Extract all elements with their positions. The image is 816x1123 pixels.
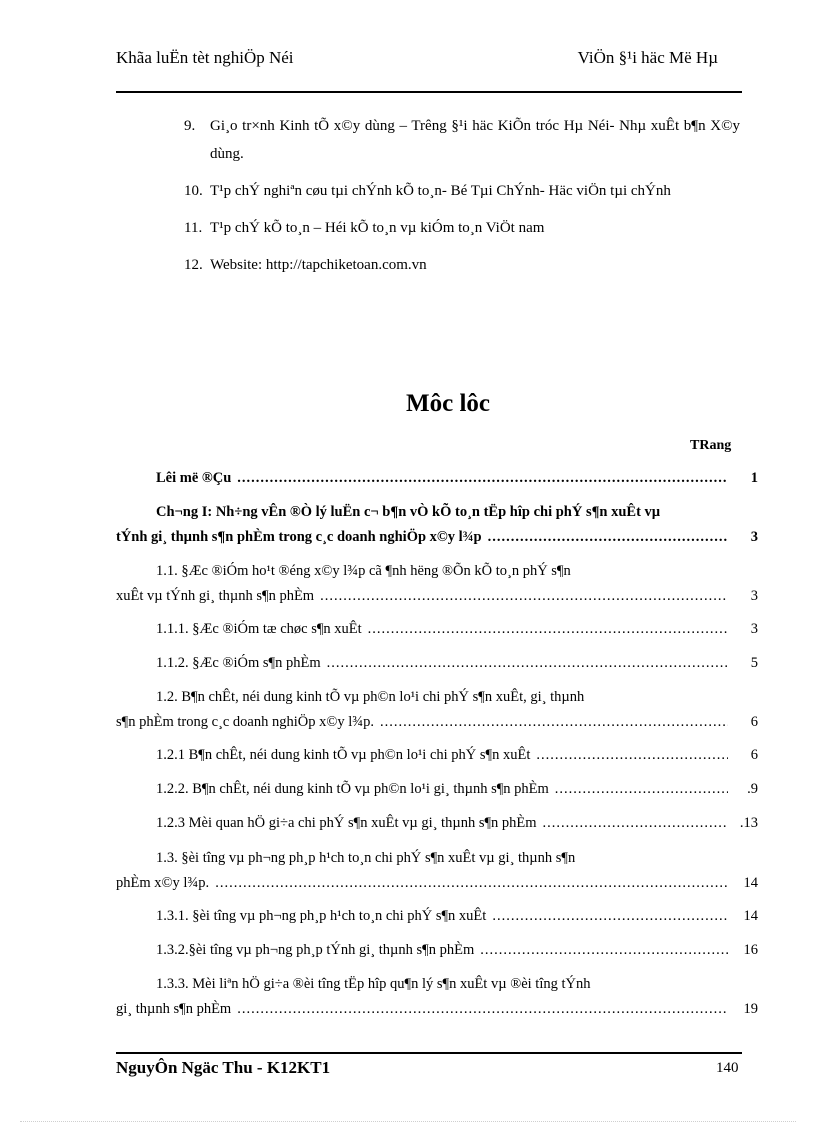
toc-entry [116, 743, 758, 768]
toc-entry [116, 685, 758, 735]
toc-entry-text: 1.1. §Æc ®iÓm ho¹t ®éng x©y l¾p cã ¶nh hëng ®Õn kÕ to¸n phÝ s¶n [156, 563, 571, 579]
reference-number: 12. [184, 257, 203, 273]
toc-page-number: 14 [743, 908, 758, 924]
reference-item [184, 214, 740, 242]
toc-page-number: 3 [750, 621, 758, 637]
header-left-text: Khãa luËn tèt nghiÖp Néi [116, 48, 294, 67]
toc-entry-text: 1.2.2. B¶n chÊt, néi dung kinh tÕ vµ ph©n lo¹i gi¸ thµnh s¶n phÈm [156, 781, 549, 797]
toc-entry-text: 1.2. B¶n chÊt, néi dung kinh tÕ vµ ph©n lo¹i chi phÝ s¶n xuÊt, gi¸ thµnh [156, 689, 585, 705]
toc-entry-text: 1.2.3 Mèi quan hÖ gi÷a chi phÝ s¶n xuÊt vµ gi¸ thµnh s¶n phÈm [156, 815, 537, 831]
toc-entry-text: 1.3.3. Mèi liªn hÖ gi÷a ®èi tîng tËp hîp qu¶n lý s¶n xuÊt vµ ®èi tîng tÝnh [156, 976, 591, 992]
toc-entry [116, 777, 758, 802]
toc-leader-dots [320, 584, 728, 609]
footer-author: NguyÔn Ngäc Thu - K12KT1 [116, 1058, 331, 1077]
reference-text: T¹p chÝ nghiªn cøu tµi chÝnh kÕ to¸n- Bé Tµi ChÝnh- Häc viÖn tµi chÝnh [210, 183, 671, 199]
toc-leader-dots [215, 871, 728, 896]
toc-page-number: 1 [750, 470, 758, 486]
toc-entry-text: 1.1.2. §Æc ®iÓm s¶n phÈm [156, 655, 321, 671]
reference-text: T¹p chÝ kÕ to¸n – Héi kÕ to¸n vµ kiÓm to¸n ViÖt nam [210, 220, 545, 236]
toc-entry [116, 559, 758, 609]
reference-number: 9. [184, 118, 196, 134]
toc-entry [116, 938, 758, 963]
header-right-text: ViÖn §¹i häc Më Hµ [577, 48, 718, 67]
toc-leader-dots [480, 938, 728, 963]
header-rule [116, 91, 742, 93]
toc-leader-dots [380, 710, 728, 735]
toc-entry-text: gi¸ thµnh s¶n phÈm [116, 1001, 232, 1017]
reference-item [184, 112, 740, 168]
reference-number: 10. [184, 183, 203, 199]
toc-entry [116, 972, 758, 1022]
toc-entry-text: Ch¬ng I: Nh÷ng vÊn ®Ò lý luËn c¬ b¶n vÒ kÕ to¸n tËp hîp chi phÝ s¶n xuÊt vµ [156, 504, 661, 520]
toc-entry [116, 466, 758, 491]
toc-page-number: 14 [743, 875, 758, 891]
toc-page-number: 19 [743, 1001, 758, 1017]
toc-page-number: 6 [750, 714, 758, 730]
toc-entry [116, 811, 758, 836]
toc-title: Môc lôc [406, 390, 490, 417]
toc-page-number: .9 [747, 781, 758, 797]
toc-leader-dots [237, 466, 728, 491]
toc-page-number: .13 [739, 815, 758, 831]
toc-entry-text: phÈm x©y l¾p. [116, 875, 210, 891]
page-number: 140 [716, 1060, 739, 1076]
reference-item [184, 251, 740, 279]
toc-page-number: 5 [750, 655, 758, 671]
toc-entry-text: 1.3.2.§èi tîng vµ ph¬ng ph¸p tÝnh gi¸ thµnh s¶n phÈm [156, 942, 475, 958]
reference-number: 11. [184, 220, 203, 236]
toc-leader-dots [543, 811, 728, 836]
toc-entry [116, 904, 758, 929]
toc-entry [116, 651, 758, 676]
toc-entry-text: xuÊt vµ tÝnh gi¸ thµnh s¶n phÈm [116, 588, 315, 604]
toc-leader-dots [555, 777, 728, 802]
reference-item [184, 177, 740, 205]
toc-page-number: 3 [750, 529, 758, 545]
footer-rule [116, 1052, 742, 1054]
toc-leader-dots [488, 525, 728, 550]
toc-entry-text: s¶n phÈm trong c¸c doanh nghiÖp x©y l¾p. [116, 714, 375, 730]
reference-list [184, 112, 740, 288]
reference-text: Website: http://tapchiketoan.com.vn [210, 257, 427, 273]
toc-entry-text: Lêi më ®Çu [156, 470, 232, 486]
toc-entry-text: 1.2.1 B¶n chÊt, néi dung kinh tÕ vµ ph©n lo¹i chi phÝ s¶n xuÊt [156, 747, 531, 763]
toc-leader-dots [536, 743, 728, 768]
toc-entry [116, 846, 758, 896]
toc-entry-text: tÝnh gi¸ thµnh s¶n phÈm trong c¸c doanh nghiÖp x©y l¾p [116, 529, 482, 545]
toc-entry-text: 1.1.1. §Æc ®iÓm tæ chøc s¶n xuÊt [156, 621, 362, 637]
toc-page-number: 3 [750, 588, 758, 604]
toc-entry [116, 500, 758, 550]
toc-page-number: 16 [743, 942, 758, 958]
toc-page-number: 6 [750, 747, 758, 763]
toc-page-label: TRang [690, 438, 732, 453]
reference-text: Gi¸o tr×nh Kinh tÕ x©y dùng – Trêng §¹i häc KiÕn tróc Hµ Néi- Nhµ xuÊt b¶n X©y dùng. [210, 118, 740, 162]
toc-leader-dots [368, 617, 728, 642]
toc-entry-text: 1.3. §èi tîng vµ ph¬ng ph¸p h¹ch to¸n chi phÝ s¶n xuÊt vµ gi¸ thµnh s¶n [156, 850, 576, 866]
toc-entry-text: 1.3.1. §èi tîng vµ ph¬ng ph¸p h¹ch to¸n chi phÝ s¶n xuÊt [156, 908, 487, 924]
toc-leader-dots [327, 651, 728, 676]
page-edge-dots [20, 1121, 796, 1122]
toc-leader-dots [492, 904, 728, 929]
page-header [116, 46, 742, 94]
toc-entry [116, 617, 758, 642]
toc-leader-dots [237, 997, 728, 1022]
